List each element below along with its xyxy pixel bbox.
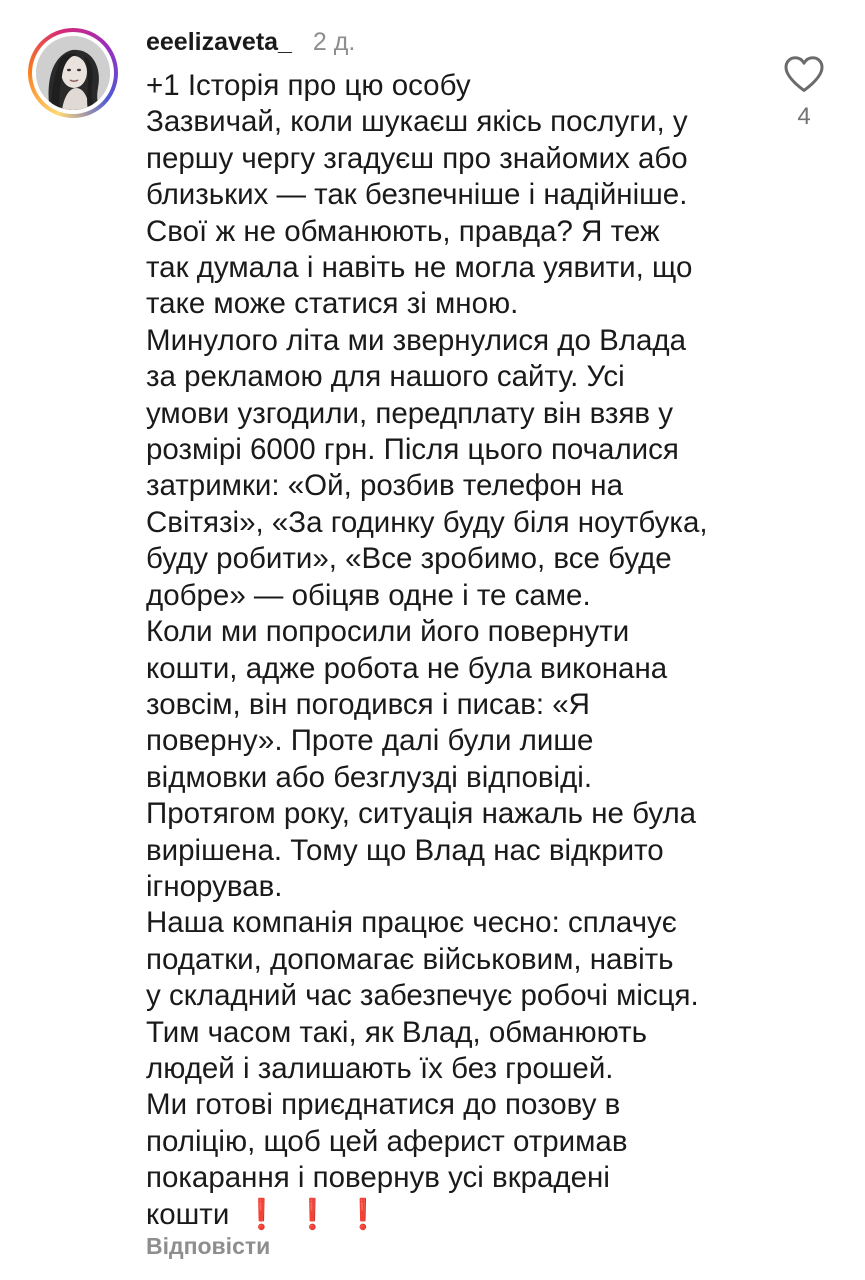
comment-line: Наша компанія працює чесно: сплачує (146, 906, 677, 940)
comment-line: Ми готові приєднатися до позову в (146, 1088, 621, 1122)
comment-last-line (146, 1197, 756, 1233)
exclamation-emoji-icon: ❗ (294, 1197, 331, 1231)
comment-line: зовсім, він погодився і писав: «Я (146, 687, 590, 721)
timestamp: 2 д. (312, 28, 356, 56)
comment-line: у складний час забезпечує робочі місця. (146, 979, 699, 1013)
heart-outline-icon (782, 54, 826, 94)
comment-line: умови узгодили, передплату він взяв у (146, 396, 674, 430)
comment-line: близьких — так безпечніше і надійніше. (146, 178, 688, 212)
comment-line: Минулого літа ми звернулися до Влада (146, 323, 687, 357)
comment-line: Свої ж не обманюють, правда? Я теж (146, 214, 660, 248)
avatar[interactable] (36, 36, 110, 110)
comment-line: кошти, адже робота не була виконана (146, 651, 668, 685)
exclamation-emoji-icon: ❗ (243, 1197, 281, 1231)
comment-line: затримки: «Ой, розбив телефон на (146, 469, 623, 503)
comment-line: Зазвичай, коли шукаєш якісь послуги, у (146, 105, 688, 139)
comment-header (146, 26, 355, 58)
comment-line: вирішена. Тому що Влад нас відкрито (146, 833, 664, 867)
comment-line: +1 Історія про цю особу (146, 69, 471, 102)
comment-line: відмовки або безглузді відповіді. (146, 760, 593, 794)
reply-button[interactable]: Відповісти (146, 1233, 271, 1259)
comment-line: за рекламою для нашого сайту. Усі (146, 360, 625, 394)
comment-line: поверну». Проте далі були лише (146, 724, 594, 758)
comment-text (146, 68, 756, 1233)
comment-line: Світязі», «За годинку буду біля ноутбука, (146, 505, 708, 539)
comment-line: буду робити», «Все зробимо, все буде (146, 542, 672, 576)
exclamation-emoji-icon: ❗ (344, 1197, 382, 1231)
comment-line-text: кошти (146, 1197, 230, 1231)
comment-line: першу чергу згадуєш про знайомих або (146, 141, 688, 175)
username-link[interactable]: eeelizaveta_ (146, 28, 292, 56)
comment-line: податки, допомагає військовим, навіть (146, 942, 674, 976)
comment-line: ігнорував. (146, 869, 283, 903)
comment-line: Протягом року, ситуація нажаль не була (146, 797, 697, 831)
comment-line: поліцію, щоб цей аферист отримав (146, 1124, 628, 1158)
avatar-photo-icon (36, 36, 110, 110)
comment-line: розмірі 6000 грн. Після цього почалися (146, 433, 679, 467)
like-count: 4 (797, 103, 811, 130)
like-button[interactable] (782, 54, 826, 94)
comment-line: так думала і навіть не могла уявити, що (146, 251, 693, 285)
comment-line: добре» — обіцяв одне і те саме. (146, 578, 591, 612)
comment-line: Коли ми попросили його повернути (146, 615, 630, 649)
comment-line: людей і залишають їх без грошей. (146, 1051, 614, 1085)
comment-line: таке може статися зі мною. (146, 287, 519, 321)
story-ring[interactable] (28, 28, 118, 118)
comment-line: Тим часом такі, як Влад, обманюють (146, 1015, 647, 1049)
comment-line: покарання і повернув усі вкрадені (146, 1161, 610, 1195)
